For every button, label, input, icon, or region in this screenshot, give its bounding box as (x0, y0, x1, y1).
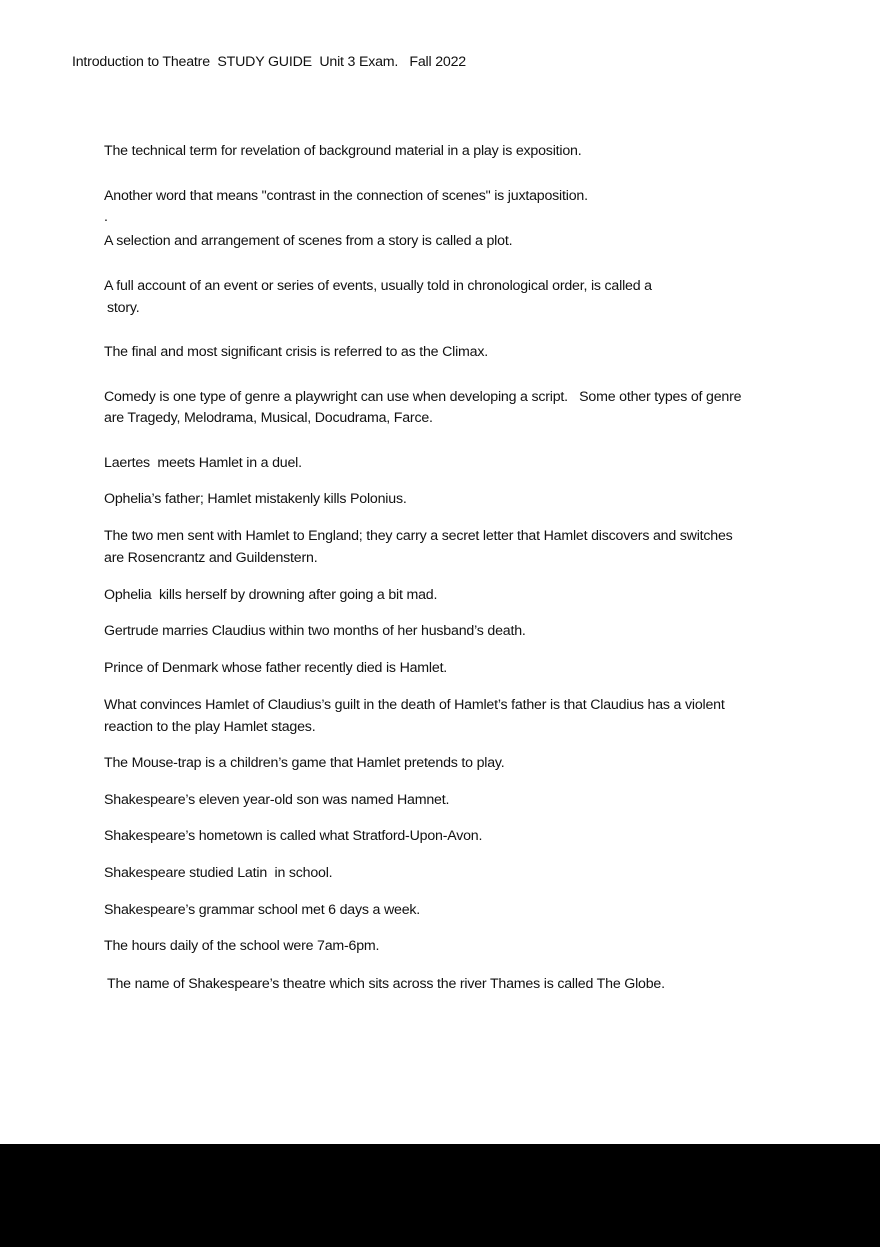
study-guide-line: are Rosencrantz and Guildenstern. (104, 550, 318, 566)
study-guide-line: Shakespeare studied Latin in school. (104, 865, 333, 881)
study-guide-line: A selection and arrangement of scenes from a story is called a plot. (104, 233, 513, 249)
study-guide-line: The two men sent with Hamlet to England; they carry a secret letter that Hamlet discovers and switches (104, 528, 733, 544)
study-guide-line: story. (107, 300, 140, 316)
study-guide-line: Gertrude marries Claudius within two months of her husband’s death. (104, 623, 526, 639)
study-guide-line: . (104, 209, 108, 225)
study-guide-line: Laertes meets Hamlet in a duel. (104, 455, 302, 471)
study-guide-line: Ophelia kills herself by drowning after going a bit mad. (104, 587, 438, 603)
study-guide-line: are Tragedy, Melodrama, Musical, Docudrama, Farce. (104, 410, 433, 426)
study-guide-line: The hours daily of the school were 7am-6pm. (104, 938, 380, 954)
study-guide-line: Shakespeare’s hometown is called what Stratford-Upon-Avon. (104, 828, 483, 844)
document-header: Introduction to Theatre STUDY GUIDE Unit 3 Exam. Fall 2022 (72, 54, 466, 70)
study-guide-line: Shakespeare’s grammar school met 6 days a week. (104, 902, 421, 918)
study-guide-line: The Mouse-trap is a children’s game that Hamlet pretends to play. (104, 755, 505, 771)
study-guide-line: Another word that means "contrast in the connection of scenes" is juxtaposition. (104, 188, 588, 204)
study-guide-line: Ophelia’s father; Hamlet mistakenly kills Polonius. (104, 491, 407, 507)
study-guide-line: What convinces Hamlet of Claudius’s guilt in the death of Hamlet’s father is that Claudius has a violent (104, 697, 725, 713)
bottom-black-bar (0, 1144, 880, 1247)
study-guide-line: Comedy is one type of genre a playwright can use when developing a script. Some other types of genre (104, 389, 742, 405)
study-guide-line: Prince of Denmark whose father recently died is Hamlet. (104, 660, 448, 676)
study-guide-line: Shakespeare’s eleven year-old son was named Hamnet. (104, 792, 450, 808)
study-guide-line: The final and most significant crisis is referred to as the Climax. (104, 344, 489, 360)
study-guide-line: The technical term for revelation of background material in a play is exposition. (104, 143, 582, 159)
study-guide-line: reaction to the play Hamlet stages. (104, 719, 316, 735)
study-guide-line: The name of Shakespeare’s theatre which sits across the river Thames is called The Globe. (107, 976, 665, 992)
study-guide-line: A full account of an event or series of events, usually told in chronological order, is called a (104, 278, 652, 294)
